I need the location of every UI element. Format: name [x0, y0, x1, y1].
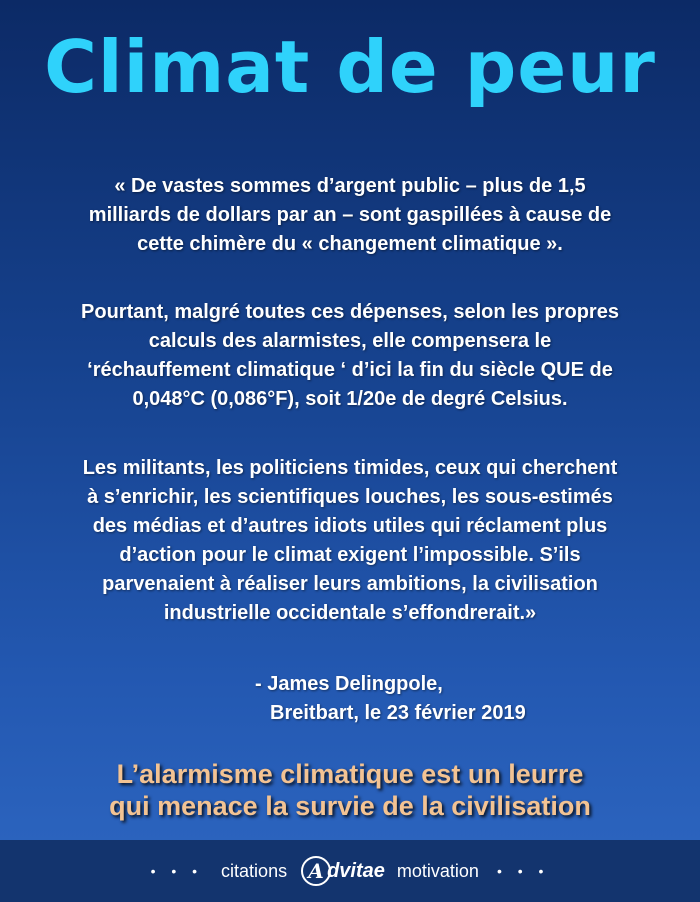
quote-line: des médias et d’autres idiots utiles qui réclament plus	[92, 515, 608, 537]
quote-line: d’action pour le climat exigent l’impossible. S’ils	[119, 544, 581, 566]
quote-paragraph-2	[20, 298, 680, 414]
quote-line: ‘réchauffement climatique ‘ d’ici la fin du siècle QUE de	[87, 359, 613, 381]
quote-line: Les militants, les politiciens timides, ceux qui cherchent	[82, 457, 618, 479]
footer-bar	[0, 840, 700, 902]
quote-line: calculs des alarmistes, elle compensera le	[148, 330, 552, 352]
logo-text: dvitae	[327, 859, 385, 882]
quote-line: à s’enrichir, les scientifiques louches, les sous-estimés	[87, 486, 613, 508]
attribution-author: - James Delingpole,	[255, 673, 443, 695]
tagline-line: L’alarmisme climatique est un leurre	[116, 759, 584, 789]
footer-dots-right: • • •	[496, 863, 550, 879]
footer-word-motivation: motivation	[396, 860, 479, 881]
quote-line: 0,048°C (0,086°F), soit 1/20e de degré Celsius.	[132, 388, 568, 410]
quote-paragraph-3	[20, 454, 680, 628]
tagline-line: qui menace la survie de la civilisation	[109, 791, 591, 821]
footer-dots-left: • • •	[150, 863, 204, 879]
quote-line: « De vastes sommes d’argent public – plus de 1,5	[114, 175, 586, 197]
footer-word-citations: citations	[221, 860, 288, 881]
tagline	[0, 758, 700, 822]
page-title: Climat de peur	[44, 25, 656, 109]
quote-line: milliards de dollars par an – sont gaspillées à cause de	[88, 204, 612, 226]
quote-line: Pourtant, malgré toutes ces dépenses, selon les propres	[81, 301, 619, 323]
logo-letter: A	[308, 859, 324, 883]
quote-line: parvenaient à réaliser leurs ambitions, la civilisation	[102, 573, 598, 595]
quote-line: industrielle occidentale s’effondrerait.»	[163, 602, 537, 624]
quote-line: cette chimère du « changement climatique ».	[137, 233, 563, 255]
quote-paragraph-1	[20, 172, 680, 259]
advitae-logo	[299, 854, 385, 888]
attribution-source: Breitbart, le 23 février 2019	[270, 702, 526, 724]
